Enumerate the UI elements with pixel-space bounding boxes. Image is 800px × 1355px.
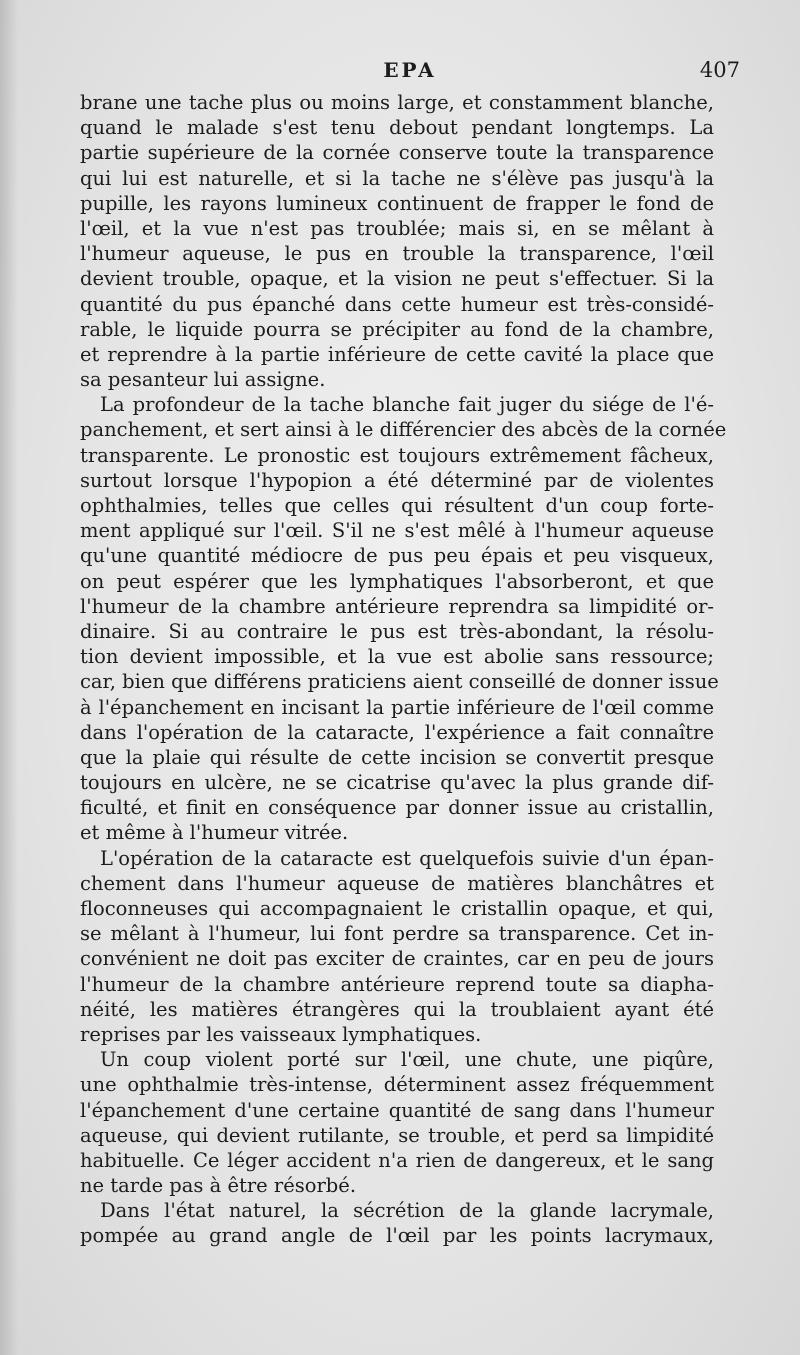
text-line: l'humeur de la chambre antérieure reprend toute sa diapha- bbox=[80, 972, 714, 996]
text-line: chement dans l'humeur aqueuse de matières blanchâtres et bbox=[80, 871, 714, 895]
running-head: EPA bbox=[383, 58, 437, 82]
body-text bbox=[80, 90, 727, 1249]
text-line: pompée au grand angle de l'œil par les points lacrymaux, bbox=[80, 1224, 714, 1248]
text-line: qu'une quantité médiocre de pus peu épais et peu visqueux, bbox=[80, 544, 714, 568]
page-number: 407 bbox=[699, 58, 740, 82]
text-line: ophthalmies, telles que celles qui résultent d'un coup forte- bbox=[80, 494, 714, 517]
text-line: se mêlant à l'humeur, lui font perdre sa transparence. Cet in- bbox=[80, 922, 714, 946]
text-line: La profondeur de la tache blanche fait juger du siége de l'é- bbox=[100, 393, 714, 417]
text-line: Un coup violent porté sur l'œil, une chute, une piqûre, bbox=[100, 1048, 714, 1072]
text-line: floconneuses qui accompagnaient le cristallin opaque, et qui, bbox=[80, 897, 714, 920]
text-line: brane une tache plus ou moins large, et constamment blanche, bbox=[80, 91, 714, 114]
text-line: Dans l'état naturel, la sécrétion de la glande lacrymale, bbox=[100, 1199, 714, 1223]
text-line: ne tarde pas à être résorbé. bbox=[80, 1174, 357, 1198]
text-line: car, bien que différens praticiens aient conseillé de donner issue bbox=[80, 670, 719, 694]
text-line: panchement, et sert ainsi à le différencier des abcès de la cornée bbox=[80, 418, 727, 442]
text-line: on peut espérer que les lymphatiques l'absorberont, et que bbox=[80, 569, 714, 593]
text-line: L'opération de la cataracte est quelquefois suivie d'un épan- bbox=[100, 846, 714, 870]
text-line: l'humeur de la chambre antérieure reprendra sa limpidité or- bbox=[80, 594, 714, 618]
paragraph bbox=[80, 1198, 714, 1248]
text-line: rable, le liquide pourra se précipiter au fond de la chambre, bbox=[80, 317, 714, 341]
text-line: dinaire. Si au contraire le pus est très-abondant, la résolu- bbox=[80, 619, 714, 643]
text-line: qui lui est naturelle, et si la tache ne s'élève pas jusqu'à la bbox=[80, 166, 714, 190]
text-line: pupille, les rayons lumineux continuent de frapper le fond de bbox=[80, 191, 714, 215]
paragraph bbox=[80, 90, 714, 392]
text-line: convénient ne doit pas exciter de craintes, car en peu de jours bbox=[80, 947, 714, 971]
text-line: ficulté, et finit en conséquence par donner issue au cristallin, bbox=[80, 796, 714, 820]
paragraph bbox=[80, 846, 714, 1048]
text-line: quantité du pus épanché dans cette humeur est très-considé- bbox=[80, 292, 714, 316]
text-line: et reprendre à la partie inférieure de cette cavité la place que bbox=[80, 342, 714, 366]
text-line: habituelle. Ce léger accident n'a rien de dangereux, et le sang bbox=[80, 1148, 714, 1172]
text-line: toujours en ulcère, ne se cicatrise qu'avec la plus grande dif- bbox=[80, 771, 714, 795]
text-line: l'épanchement d'une certaine quantité de sang dans l'humeur bbox=[80, 1098, 714, 1122]
text-line: que la plaie qui résulte de cette incision se convertit presque bbox=[80, 745, 714, 769]
text-line: ment appliqué sur l'œil. S'il ne s'est mêlé à l'humeur aqueuse bbox=[80, 519, 714, 543]
page-gutter-shadow bbox=[0, 0, 18, 1355]
text-line: sa pesanteur lui assigne. bbox=[80, 368, 326, 392]
text-line: dans l'opération de la cataracte, l'expérience a fait connaître bbox=[80, 720, 714, 744]
text-line: l'humeur aqueuse, le pus en trouble la transparence, l'œil bbox=[80, 242, 714, 266]
text-line: reprises par les vaisseaux lymphatiques. bbox=[80, 1022, 482, 1046]
text-line: et même à l'humeur vitrée. bbox=[80, 821, 349, 845]
text-line: partie supérieure de la cornée conserve toute la transparence bbox=[80, 141, 714, 165]
text-line: tion devient impossible, et la vue est abolie sans ressource; bbox=[80, 645, 714, 669]
text-line: une ophthalmie très-intense, déterminent assez fréquemment bbox=[80, 1073, 714, 1097]
paragraph bbox=[80, 392, 727, 845]
text-line: aqueuse, qui devient rutilante, se trouble, et perd sa limpidité bbox=[80, 1123, 714, 1147]
text-line: à l'épanchement en incisant la partie inférieure de l'œil comme bbox=[80, 695, 714, 719]
text-line: transparente. Le pronostic est toujours extrêmement fâcheux, bbox=[80, 443, 714, 467]
text-line: quand le malade s'est tenu debout pendant longtemps. La bbox=[80, 116, 714, 140]
page-header bbox=[80, 58, 740, 88]
text-line: néité, les matières étrangères qui la troublaient ayant été bbox=[80, 997, 714, 1021]
text-line: l'œil, et la vue n'est pas troublée; mais si, en se mêlant à bbox=[80, 216, 714, 240]
text-line: devient trouble, opaque, et la vision ne peut s'effectuer. Si la bbox=[80, 267, 714, 291]
paragraph bbox=[80, 1047, 714, 1198]
text-line: surtout lorsque l'hypopion a été déterminé par de violentes bbox=[80, 468, 714, 492]
